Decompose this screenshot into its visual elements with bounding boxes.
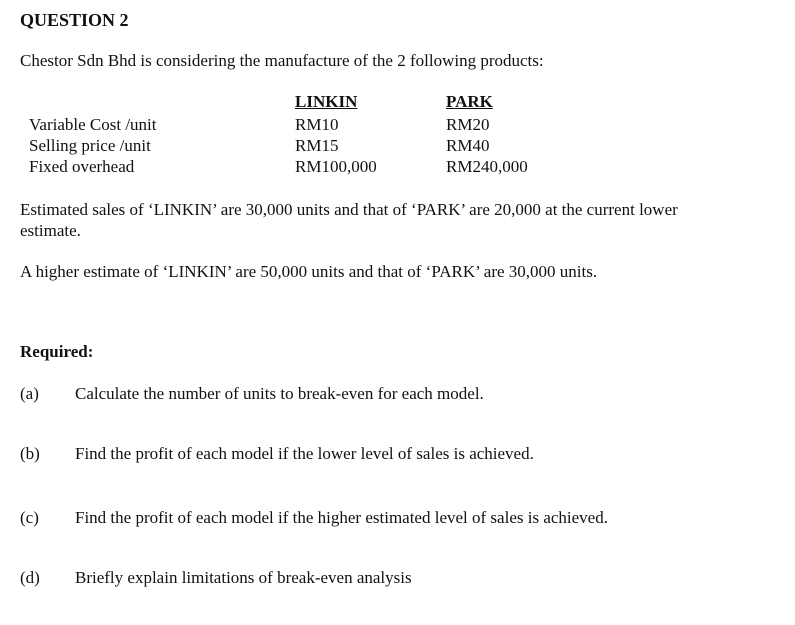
- question-c-label: (c): [20, 508, 39, 527]
- cell-park-selling-price: RM40: [446, 136, 490, 155]
- question-b-text: Find the profit of each model if the lower level of sales is achieved.: [75, 444, 534, 463]
- intro-text: Chestor Sdn Bhd is considering the manufacture of the 2 following products:: [20, 51, 544, 70]
- question-heading: QUESTION 2: [20, 10, 129, 30]
- row-label-variable-cost: Variable Cost /unit: [29, 115, 157, 134]
- question-c-text: Find the profit of each model if the higher estimated level of sales is achieved.: [75, 508, 608, 527]
- paragraph-higher-estimate: A higher estimate of ‘LINKIN’ are 50,000 units and that of ‘PARK’ are 30,000 units.: [20, 262, 598, 281]
- row-label-fixed-overhead: Fixed overhead: [29, 157, 135, 176]
- column-header-linkin: LINKIN: [295, 92, 358, 111]
- row-label-selling-price: Selling price /unit: [29, 136, 151, 155]
- question-a-label: (a): [20, 384, 39, 403]
- question-b-label: (b): [20, 444, 40, 463]
- column-header-park: PARK: [446, 92, 493, 111]
- cell-park-variable-cost: RM20: [446, 115, 490, 134]
- cell-park-fixed-overhead: RM240,000: [446, 157, 528, 176]
- cell-linkin-variable-cost: RM10: [295, 115, 339, 134]
- required-heading: Required:: [20, 342, 94, 361]
- cell-linkin-fixed-overhead: RM100,000: [295, 157, 377, 176]
- question-a-text: Calculate the number of units to break-even for each model.: [75, 384, 484, 403]
- question-d-label: (d): [20, 568, 40, 587]
- cell-linkin-selling-price: RM15: [295, 136, 339, 155]
- question-d-text: Briefly explain limitations of break-even analysis: [75, 568, 412, 587]
- paragraph-lower-estimate: Estimated sales of ‘LINKIN’ are 30,000 units and that of ‘PARK’ are 20,000 at the current lower estimate.: [20, 200, 678, 240]
